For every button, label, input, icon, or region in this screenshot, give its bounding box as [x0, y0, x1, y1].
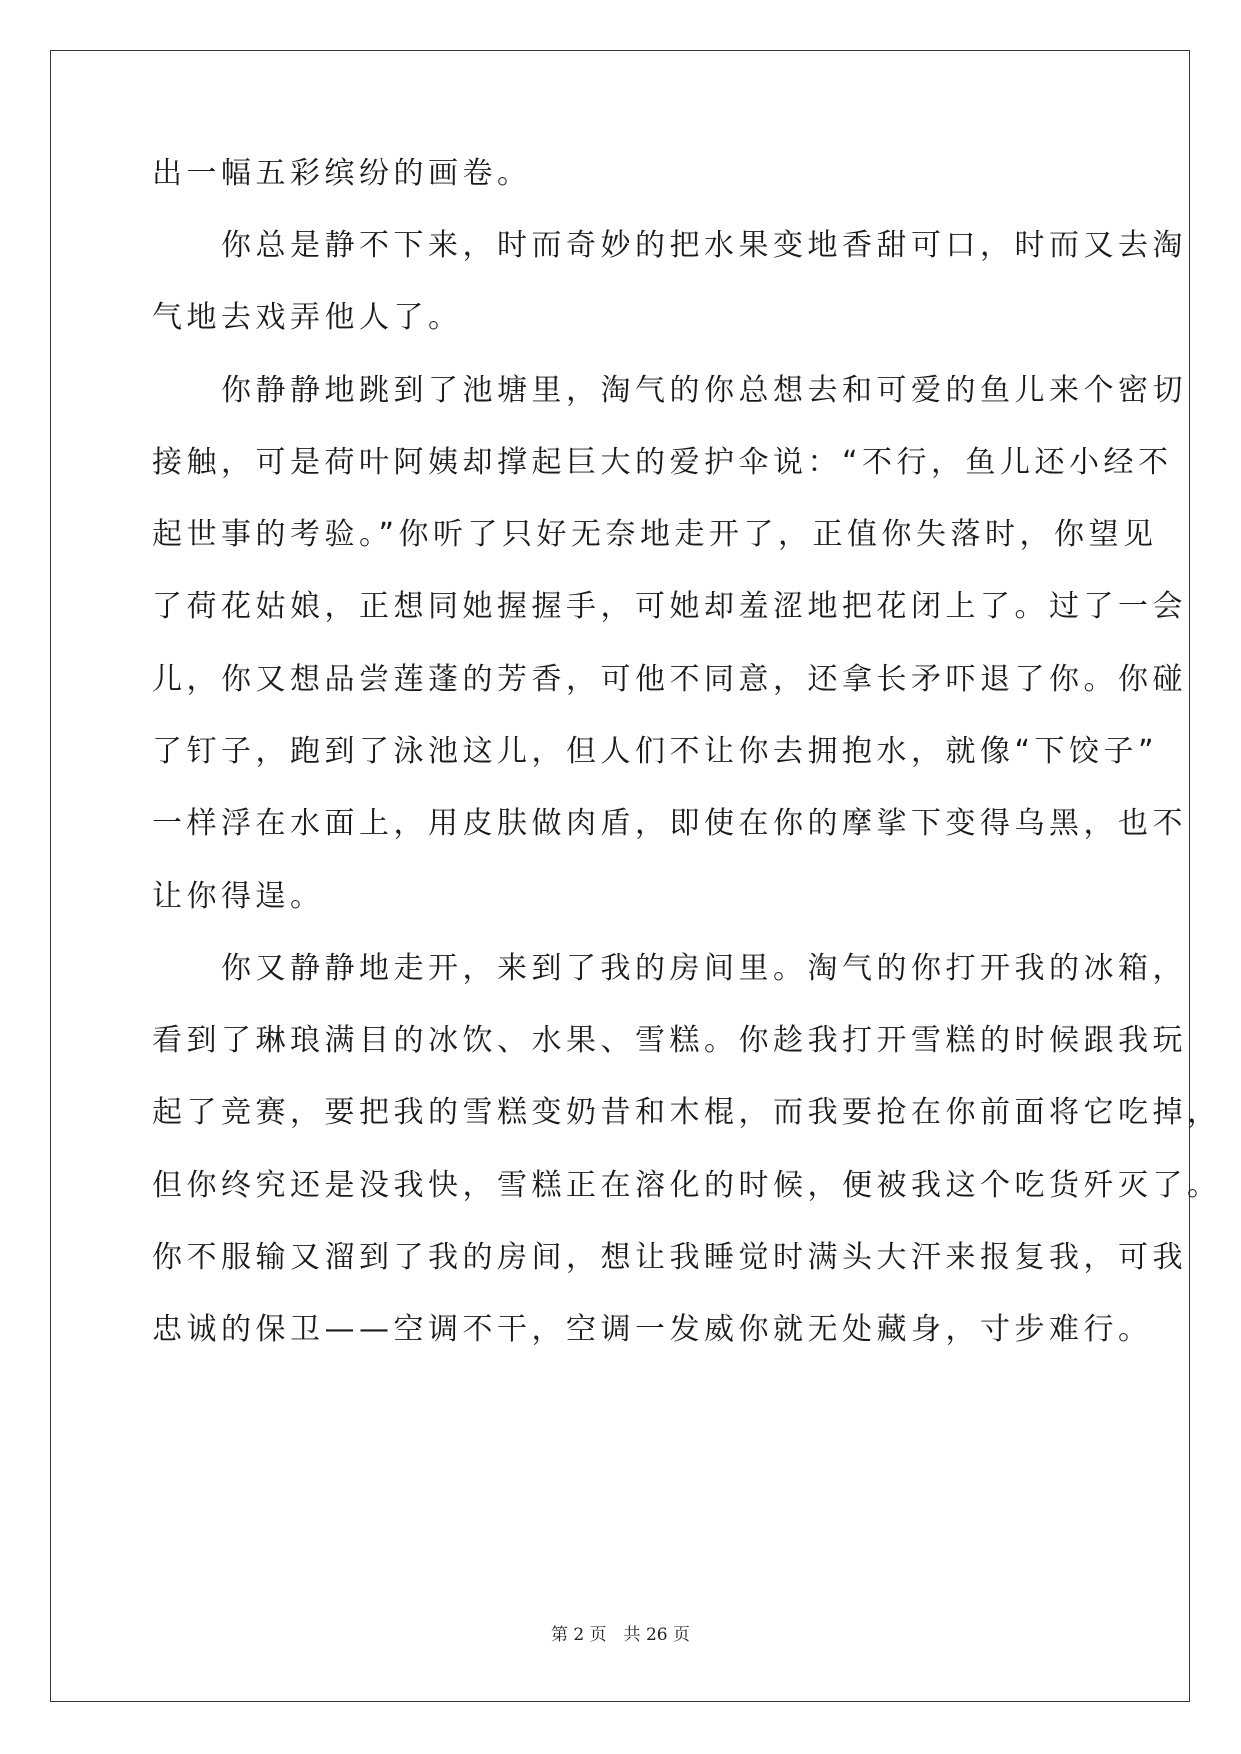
text-line: 儿，你又想品尝莲蓬的芳香，可他不同意，还拿长矛吓退了你。你碰: [152, 662, 1187, 697]
text-line: 忠诚的保卫——空调不干，空调一发威你就无处藏身，寸步难行。: [152, 1312, 1153, 1347]
text-line: 你又静静地走开，来到了我的房间里。淘气的你打开我的冰箱，: [152, 951, 1187, 986]
text-line: 起了竞赛，要把我的雪糕变奶昔和木棍，而我要抢在你前面将它吃掉，: [152, 1095, 1222, 1130]
text-line: 了钉子，跑到了泳池这儿，但人们不让你去拥抱水，就像“下饺子”: [152, 734, 1159, 769]
text-line: 但你终究还是没我快，雪糕正在溶化的时候，便被我这个吃货歼灭了。: [152, 1168, 1222, 1203]
text-line: 气地去戏弄他人了。: [152, 300, 463, 335]
text-line: 接触，可是荷叶阿姨却撑起巨大的爱护伞说：“不行，鱼儿还小经不: [152, 445, 1173, 480]
text-line: 看到了琳琅满目的冰饮、水果、雪糕。你趁我打开雪糕的时候跟我玩: [152, 1023, 1187, 1058]
text-line: 一样浮在水面上，用皮肤做肉盾，即使在你的摩挲下变得乌黑，也不: [152, 806, 1187, 841]
text-line: 你静静地跳到了池塘里，淘气的你总想去和可爱的鱼儿来个密切: [152, 373, 1187, 408]
text-line: 你总是静不下来，时而奇妙的把水果变地香甜可口，时而又去淘: [152, 228, 1187, 263]
text-line: 出一幅五彩缤纷的画卷。: [152, 156, 532, 191]
text-line: 让你得逞。: [152, 879, 325, 914]
page-footer: [0, 1620, 1241, 1645]
text-line: 起世事的考验。”你听了只好无奈地走开了，正值你失落时，你望见: [152, 517, 1158, 552]
text-line: 了荷花姑娘，正想同她握握手，可她却羞涩地把花闭上了。过了一会: [152, 589, 1187, 624]
text-line: 你不服输又溜到了我的房间，想让我睡觉时满头大汗来报复我，可我: [152, 1240, 1187, 1275]
page-number: 第 2 页 共 26 页: [550, 1625, 691, 1645]
